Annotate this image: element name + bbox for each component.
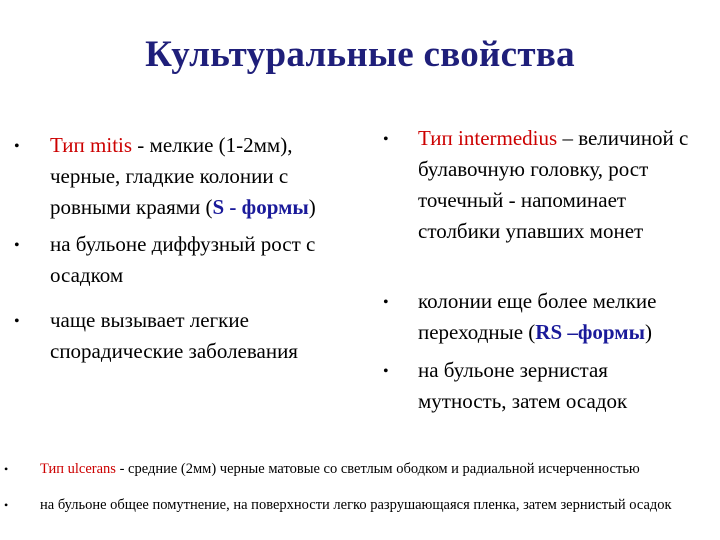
bottom-block — [4, 462, 704, 513]
type-prefix: Тип — [50, 133, 91, 157]
form-s-label: S - формы — [212, 195, 309, 219]
closing-paren: ) — [308, 195, 316, 219]
type-prefix: Тип — [40, 461, 68, 477]
type-name-mitis: mitis — [90, 133, 133, 157]
bullet: • — [383, 363, 389, 380]
type-name-intermedius: intermedius — [458, 126, 558, 150]
mitis-description: - мелкие (1-2мм), черные, гладкие колонии с ровными краями ( — [50, 133, 293, 219]
right-item-broth — [383, 355, 701, 417]
left-column — [14, 130, 364, 367]
left-item-mitis — [14, 130, 364, 229]
right-column — [383, 123, 701, 417]
ulcerans-description: - средние (2мм) черные матовые со светлым ободком и радиальной исчерченностью — [115, 461, 640, 477]
bullet: • — [383, 294, 389, 311]
bullet: • — [4, 498, 9, 512]
type-prefix: Тип — [418, 126, 459, 150]
left-item-broth-text: на бульоне диффузный рост с осадком — [50, 232, 316, 287]
intermedius-description: – величиной с булавочную головку, рост точечный - напоминает столбики упавших монет — [418, 126, 689, 243]
bullet: • — [14, 138, 20, 155]
bottom-item-broth-text: на бульоне общее помутнение, на поверхности легко разрушающаяся пленка, затем зернистый осадок — [40, 497, 672, 513]
left-item-disease — [14, 305, 364, 367]
closing-paren: ) — [644, 320, 652, 344]
slide-title: Культуральные свойства — [145, 34, 575, 75]
left-item-broth — [14, 229, 364, 305]
bullet: • — [383, 131, 389, 148]
form-rs-label: RS –формы — [535, 320, 645, 344]
right-item-colonies — [383, 286, 701, 355]
right-item-broth-text: на бульоне зернистая мутность, затем осадок — [418, 358, 628, 413]
colonies-description: колонии еще более мелкие переходные ( — [418, 289, 657, 344]
bottom-item-ulcerans — [4, 462, 704, 498]
type-name-ulcerans: ulcerans — [67, 461, 116, 477]
right-item-colonies-text — [418, 286, 701, 348]
left-item-mitis-text — [50, 130, 364, 223]
bullet: • — [4, 462, 9, 476]
right-item-intermedius — [383, 123, 701, 286]
left-item-disease-text: чаще вызывает легкие спорадические заболевания — [50, 308, 298, 363]
bullet: • — [14, 237, 20, 254]
right-item-intermedius-text — [418, 123, 701, 247]
bottom-item-broth — [4, 498, 704, 513]
bottom-item-ulcerans-text — [40, 462, 704, 477]
bullet: • — [14, 313, 20, 330]
